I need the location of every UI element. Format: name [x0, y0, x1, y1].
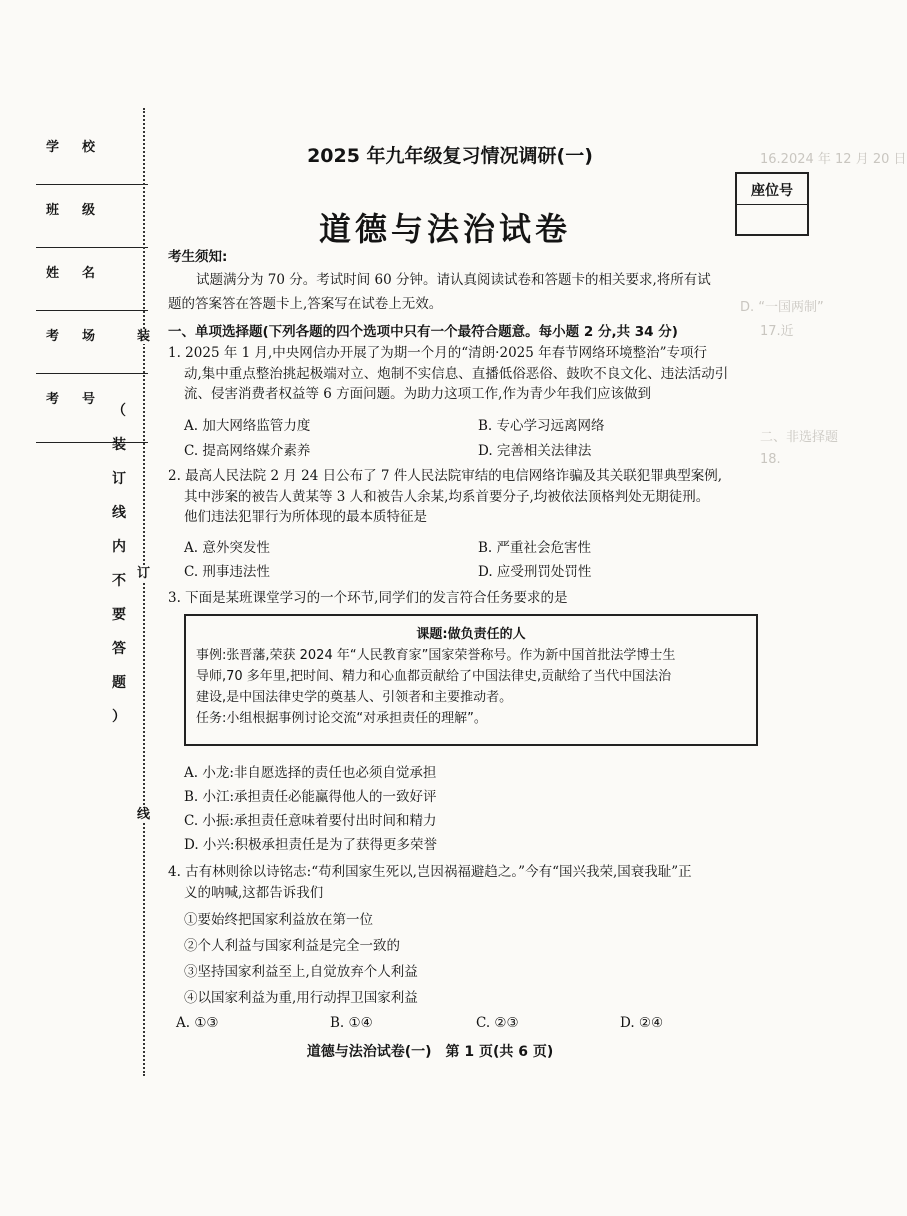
seat-number-box[interactable]: [735, 172, 809, 236]
case-line: 导师,70 多年里,把时间、精力和心血都贡献给了中国法律史,贡献给了当代中国法治: [196, 669, 672, 684]
q2-option-d[interactable]: D. 应受刑罚处罚性: [478, 564, 592, 580]
instructions-line-1: 试题满分为 70 分。考试时间 60 分钟。请认真阅读试卷和答题卡的相关要求,将所有试: [196, 272, 711, 288]
case-line: 事例:张晋藩,荣获 2024 年“人民教育家”国家荣誉称号。作为新中国首批法学博士生: [196, 648, 676, 663]
question-4: [168, 862, 788, 903]
no-answer-notice: （ 装 订 线 内 不 要 答 题 ）: [112, 403, 126, 725]
subject-title: 道德与法治试卷: [318, 210, 571, 248]
exam-title: 2025 年九年级复习情况调研(一): [307, 145, 593, 167]
binding-mark-xian: 线: [137, 807, 151, 822]
binding-mark-ding: 订: [137, 566, 151, 581]
q4-statement-1: ①要始终把国家利益放在第一位: [184, 912, 373, 928]
page-footer: 道德与法治试卷(一) 第 1 页(共 6 页): [306, 1044, 554, 1060]
binding-dotted-line: [143, 108, 145, 1076]
question-2: [168, 466, 788, 528]
student-info-table: [36, 122, 151, 443]
q4-statement-3: ③坚持国家利益至上,自觉放弃个人利益: [184, 964, 418, 980]
q3-option-a[interactable]: A. 小龙:非自愿选择的责任也必须自觉承担: [184, 765, 437, 781]
q2-stem-line: 2. 最高人民法院 2 月 24 日公布了 7 件人民法院审结的电信网络诈骗及其关联犯罪典型案例,: [168, 468, 723, 484]
question-3: [168, 588, 788, 609]
instructions-line-2: 题的答案答在答题卡上,答案写在试卷上无效。: [168, 296, 443, 312]
q2-option-a[interactable]: A. 意外突发性: [184, 540, 270, 556]
q2-option-b[interactable]: B. 严重社会危害性: [478, 540, 592, 556]
q3-stem: 3. 下面是某班课堂学习的一个环节,同学们的发言符合任务要求的是: [168, 590, 568, 606]
exam-room-field[interactable]: 考 场: [36, 311, 148, 374]
case-study-box: [184, 614, 758, 746]
q2-stem-line: 其中涉案的被告人黄某等 3 人和被告人余某,均系首要分子,均被依法顶格判处无期徒刑。: [184, 488, 710, 505]
q3-option-d[interactable]: D. 小兴:积极承担责任是为了获得更多荣誉: [184, 837, 437, 853]
q4-option-a[interactable]: A. ①③: [176, 1015, 219, 1031]
q4-statement-2: ②个人利益与国家利益是完全一致的: [184, 938, 400, 954]
q4-statement-4: ④以国家利益为重,用行动捍卫国家利益: [184, 990, 418, 1006]
binding-mark-zhuang: 装: [137, 329, 151, 344]
q1-option-b[interactable]: B. 专心学习远离网络: [478, 418, 605, 434]
instructions-label: 考生须知:: [168, 249, 228, 265]
question-1: [168, 343, 788, 405]
q3-option-b[interactable]: B. 小江:承担责任必能赢得他人的一致好评: [184, 789, 437, 805]
exam-page: 学 校 班 级 姓 名 考 场 考 号 装 订 线 （ 装 订 线 内 不 要 答 题 ） 16.2024 年 12 月 20 日 D. “一国两制” 17.近 二、非选择题 18. 2025 年九年级复习情况调研(一) 道德与法治试卷 座位号 考生须知: 试题满分为 70 分。考试时间 60 分钟。请认真阅读试卷和答题卡的相关要求,将所有试 题的答案答在答题卡上,答案写在试卷上无效。 一、单项选择题(下列各题的四个选项中只有一个最符合题意。每小题 2 分,共 34 分) 1. 2025 年 1 月,中央网信办开展了为期一个月的“清朗·2025 年春节网络环境整治”专项行 动,集中重点整治挑起极端对立、炮制不实信息、直播低俗恶俗、鼓吹不良文化、违法活动引 流、侵害消费者权益等 6 方面问题。为助力这项工作,作为青少年我们应该做到 A. 加大网络监管力度 B. 专心学习远离网络 C. 提高网络媒介素养 D. 完善相关法律法 2. 最高人民法院 2 月 24 日公布了 7 件人民法院审结的电信网络诈骗及其关联犯罪典型案例, 其中涉案的被告人黄某等 3 人和被告人余某,均系首要分子,均被依法顶格判处无期徒刑。 他们违法犯罪行为所体现的最本质特征是 A. 意外突发性 B. 严重社会危害性 C. 刑事违法性 D. 应受刑罚处罚性 3. 下面是某班课堂学习的一个环节,同学们的发言符合任务要求的是 课题:做负责任的人 事例:张晋藩,荣获 2024 年“人民教育家”国家荣誉称号。作为新中国首批法学博士生 导师,70 多年里,把时间、精力和心血都贡献给了中国法律史,贡献给了当代中国法治 建设,是中国法律史学的奠基人、引领者和主要推动者。 任务:小组根据事例讨论交流“对承担责任的理解”。 A. 小龙:非自愿选择的责任也必须自觉承担 B. 小江:承担责任必能赢得他人的一致好评 C. 小振:承担责任意味着要付出时间和精力 D. 小兴:积极承担责任是为了获得更多荣誉 4. 古有林则徐以诗铭志:“苟利国家生死以,岂因祸福避趋之。”今有“国兴我荣,国衰我耻”正 义的呐喊,这都告诉我们 ①要始终把国家利益放在第一位 ②个人利益与国家利益是完全一致的 ③坚持国家利益至上,自觉放弃个人利益 ④以国家利益为重,用行动捍卫国家利益 A. ①③ B. ①④ C. ②③ D. ②④ 道德与法治试卷(一) 第 1 页(共 6 页): [0, 0, 860, 1216]
q3-option-c[interactable]: C. 小振:承担责任意味着要付出时间和精力: [184, 813, 437, 829]
q1-option-c[interactable]: C. 提高网络媒介素养: [184, 443, 311, 459]
q1-option-d[interactable]: D. 完善相关法律法: [478, 443, 592, 459]
case-line: 建设,是中国法律史学的奠基人、引领者和主要推动者。: [196, 690, 513, 705]
q2-option-c[interactable]: C. 刑事违法性: [184, 564, 270, 580]
name-field[interactable]: 姓 名: [36, 248, 148, 311]
q1-stem-line: 动,集中重点整治挑起极端对立、炮制不实信息、直播低俗恶俗、鼓吹不良文化、违法活动引: [184, 365, 729, 382]
section-1-heading: 一、单项选择题(下列各题的四个选项中只有一个最符合题意。每小题 2 分,共 34 分): [168, 324, 678, 340]
q4-option-b[interactable]: B. ①④: [330, 1015, 373, 1031]
school-field[interactable]: 学 校: [36, 122, 148, 185]
q4-stem-line: 义的呐喊,这都告诉我们: [184, 884, 324, 901]
case-title: 课题:做负责任的人: [416, 627, 526, 642]
q4-option-c[interactable]: C. ②③: [476, 1015, 519, 1031]
q4-stem-line: 4. 古有林则徐以诗铭志:“苟利国家生死以,岂因祸福避趋之。”今有“国兴我荣,国衰我耻”正: [168, 864, 692, 880]
seat-number-label: 座位号: [737, 180, 807, 205]
case-line: 任务:小组根据事例讨论交流“对承担责任的理解”。: [196, 711, 487, 726]
q1-stem-line: 1. 2025 年 1 月,中央网信办开展了为期一个月的“清朗·2025 年春节网络环境整治”专项行: [168, 345, 708, 361]
exam-number-field[interactable]: 考 号: [36, 374, 148, 443]
q1-option-a[interactable]: A. 加大网络监管力度: [184, 418, 311, 434]
q2-stem-line: 他们违法犯罪行为所体现的最本质特征是: [184, 509, 427, 525]
q1-stem-line: 流、侵害消费者权益等 6 方面问题。为助力这项工作,作为青少年我们应该做到: [184, 386, 651, 402]
q4-option-d[interactable]: D. ②④: [620, 1015, 664, 1031]
class-field[interactable]: 班 级: [36, 185, 148, 248]
